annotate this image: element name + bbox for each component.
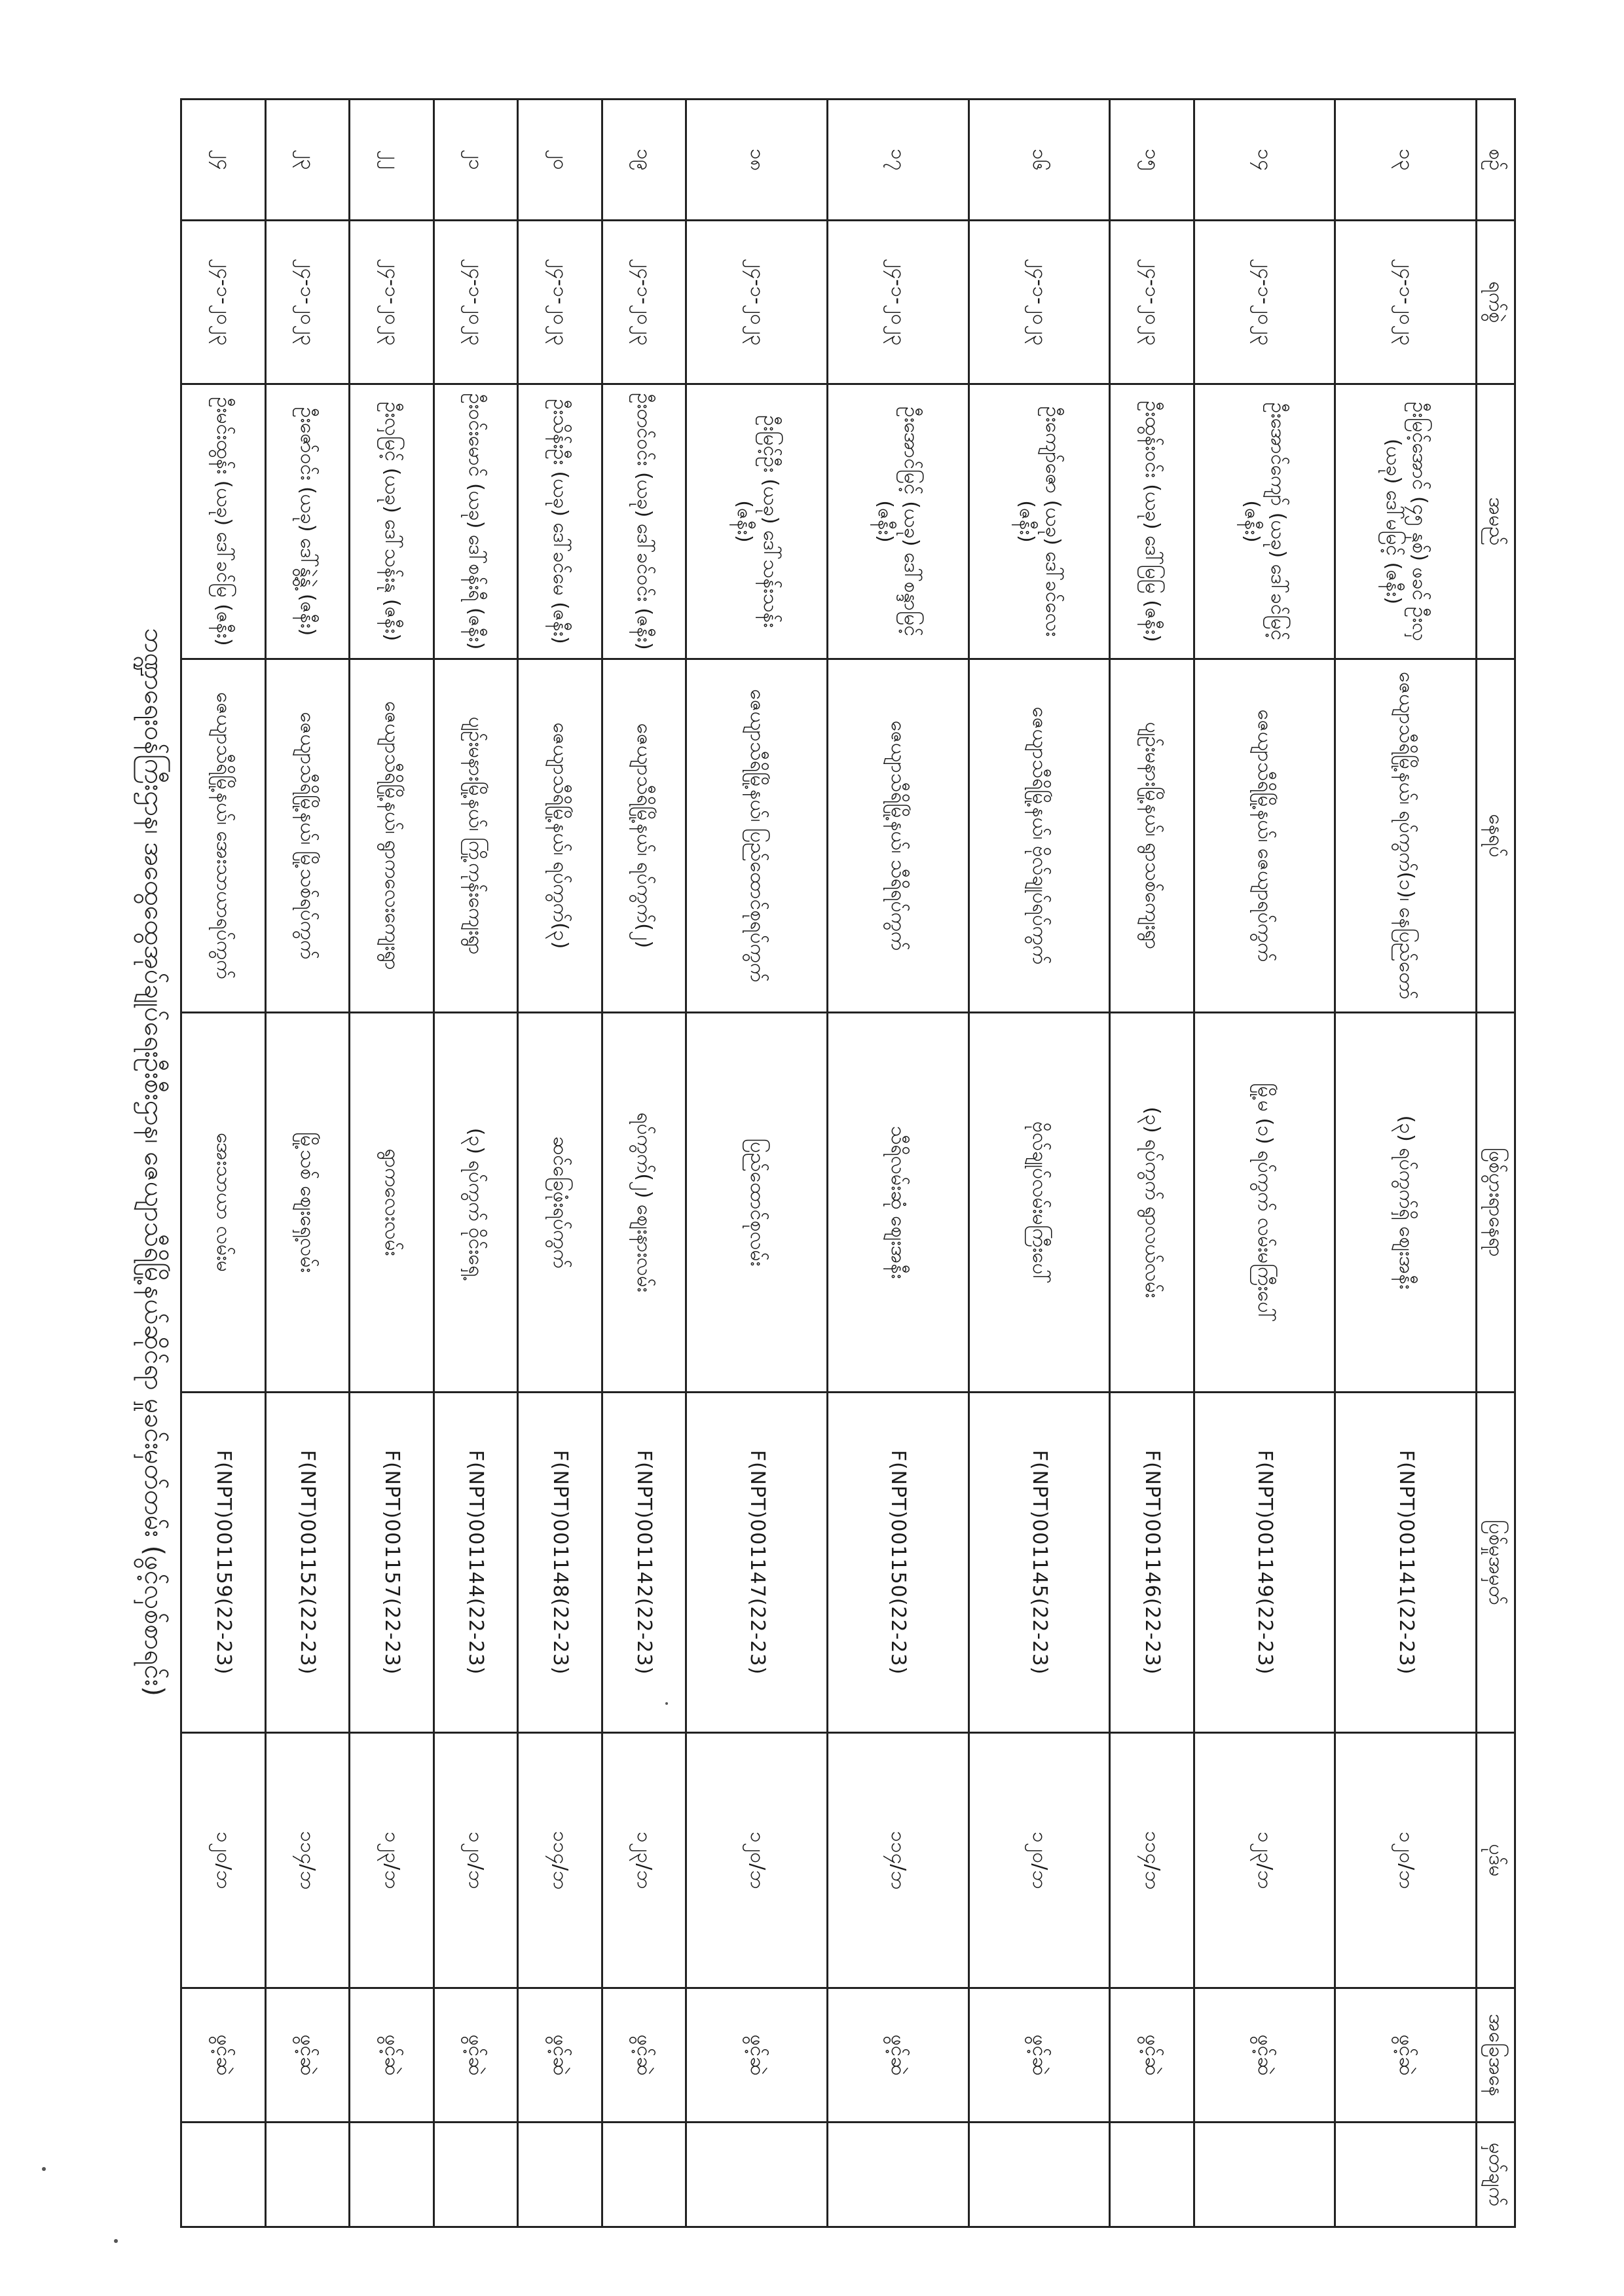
row-date: ၂၄-၁-၂၀၂၃: [1335, 221, 1477, 384]
row-case-no: F(NPT)001147(22-23): [686, 1393, 828, 1733]
row-crime: ၁၂၀/ဘ: [1335, 1733, 1477, 1988]
row-name: ဦးကျော်ဇော (ယခု) ဒေါ်ခင်လေး (ဇနီး): [969, 384, 1110, 659]
row-case-no: F(NPT)001149(22-23): [1194, 1393, 1335, 1733]
row-remark: [1194, 2123, 1335, 2227]
row-case-no: F(NPT)001145(22-23): [969, 1393, 1110, 1733]
row-name: ဦးထွန်းဝင်း (ယခု) ဒေါ်မြမြ (ဇနီး): [1110, 384, 1194, 659]
row-name: ဦးဝင်းမောင် (ယခု) ဒေါ်စန်းရီ (ဇနီး): [434, 384, 518, 659]
row-crime: ၁၂၀/ဘ: [969, 1733, 1110, 1988]
row-status: ဖွင့်ဆဲ: [969, 1988, 1110, 2123]
row-status: ဖွင့်ဆဲ: [827, 1988, 969, 2123]
header-remark: မှတ်ချက်: [1477, 2123, 1515, 2227]
case-register-table: [180, 98, 1516, 2228]
table-row: [1194, 100, 1335, 2227]
row-remark: [434, 2123, 518, 2227]
table-header-row: [1477, 100, 1515, 2227]
table-row: [602, 100, 686, 2227]
row-case-no: F(NPT)001152(22-23): [265, 1393, 350, 1733]
row-address: ဇေယျာသီရိမြို့နယ်၊ ရပ်ကွက်(၁)၊ နေပြည်တော်: [1335, 659, 1477, 1013]
row-name: ဦးမြင့်ဦး (ယခု) ဒေါ်သန်းသန်း (ဇနီး): [686, 384, 828, 659]
row-remark: [181, 2123, 266, 2227]
table-row: [265, 100, 350, 2227]
row-name: ဦးသိန်းဦး (ယခု) ဒေါ်ခင်မေ (ဇနီး): [518, 384, 602, 659]
row-no: ၁၆: [969, 100, 1110, 221]
row-status: ဖွင့်ဆဲ: [518, 1988, 602, 2123]
row-place: ဆင်ခြေဖုံးရပ်ကွက်: [518, 1013, 602, 1393]
row-status: ဖွင့်ဆဲ: [350, 1988, 434, 2123]
row-address: ဇေယျာသီရိမြို့နယ်၊ သီရိရပ်ကွက်: [827, 659, 969, 1013]
row-remark: [602, 2123, 686, 2227]
row-remark: [1110, 2123, 1194, 2227]
row-name: ဦးမင်းထွန်း (ယခု) ဒေါ်ခင်မြ (ဇနီး): [181, 384, 266, 659]
document-title: ဘဏ္ဍာရေးဝန်ကြီးဌာန၊ အထွေထွေအုပ်ချုပ်ရေးဦးစီးဌာန၊ ဇေယျာသီရိမြို့နယ်ဆိုင်ရာ မှုခင်းမှတ်တမ်း (ဖွင့်လှစ်စာရင်း): [139, 628, 169, 1696]
row-date: ၂၄-၁-၂၀၂၃: [434, 221, 518, 384]
row-remark: [686, 2123, 828, 2227]
row-remark: [1335, 2123, 1477, 2227]
scan-speck: [42, 2167, 46, 2171]
table-row: [827, 100, 969, 2227]
row-case-no: F(NPT)001159(22-23): [181, 1393, 266, 1733]
row-status: ဖွင့်ဆဲ: [602, 1988, 686, 2123]
row-place: (၃) ရပ်ကွက် ဝိုင်းရှေ့: [434, 1013, 518, 1393]
row-crime: ၁၂၀/ဘ: [434, 1733, 518, 1988]
row-no: ၂၀: [518, 100, 602, 221]
row-address: ဇေယျာသီရိမြို့နယ်၊ ပြည်ထောင်စုရပ်ကွက်: [686, 659, 828, 1013]
row-place: ဗိုလ်ချုပ်လမ်းမကြီးပေါ်: [969, 1013, 1110, 1393]
row-no: ၁၇: [827, 100, 969, 221]
row-crime: ၁၁၄/ဘ: [827, 1733, 969, 1988]
row-crime: ၁၁၄/ဘ: [1110, 1733, 1194, 1988]
row-name: ဦးဇော်ဝင်း (ယခု) ဒေါ်နွဲ့နွဲ့ (ဇနီး): [265, 384, 350, 659]
table-row: [1335, 100, 1477, 2227]
row-place: ပြည်ထောင်စုလမ်း: [686, 1013, 828, 1393]
row-crime: ၁၂၀/ဘ: [686, 1733, 828, 1988]
row-address: ဇေယျာသီရိမြို့နယ်၊ အေးသာယာရပ်ကွက်: [181, 659, 266, 1013]
row-name: ဦးမြင့်အောင် (၄၅ နှစ်) ဖခင် ဦးလှ (ယခု) ဒေါ်မမြင့် (ဇနီး): [1335, 384, 1477, 659]
row-no: ၁၈: [686, 100, 828, 221]
scan-speck: [665, 1702, 668, 1705]
row-place: (၃) ရပ်ကွက် ရွာလယ်လမ်း: [1110, 1013, 1194, 1393]
row-case-no: F(NPT)001141(22-23): [1335, 1393, 1477, 1733]
row-date: ၂၄-၁-၂၀၂၃: [969, 221, 1110, 384]
row-address: ဇေယျာသီရိမြို့နယ်၊ ဇေယျာရပ်ကွက်: [1194, 659, 1335, 1013]
row-name: ဦးအောင်မြင့် (ယခု) ဒေါ်စန္ဒာမြင့် (ဇနီး): [827, 384, 969, 659]
row-place: (၃) ရပ်ကွက်ရှိ စျေးအနီး: [1335, 1013, 1477, 1393]
row-name: ဦးတင်ဝင်း (ယခု) ဒေါ်ခင်ဝင်း (ဇနီး): [602, 384, 686, 659]
row-no: ၁၃: [1335, 100, 1477, 221]
row-case-no: F(NPT)001157(22-23): [350, 1393, 434, 1733]
row-no: ၂၄: [181, 100, 266, 221]
table-row: [969, 100, 1110, 2227]
row-no: ၁၄: [1194, 100, 1335, 221]
row-status: ဖွင့်ဆဲ: [1110, 1988, 1194, 2123]
row-name: ဦးအောင်ကျော် (ယခု) ဒေါ်ခင်မြင့် (ဇနီး): [1194, 384, 1335, 659]
row-date: ၂၄-၁-၂၀၂၃: [686, 221, 828, 384]
row-status: ဖွင့်ဆဲ: [686, 1988, 828, 2123]
row-place: မြို့သစ် စျေးရှေ့လမ်း: [265, 1013, 350, 1393]
row-date: ၂၄-၁-၂၀၂၃: [1110, 221, 1194, 384]
row-date: ၂၄-၁-၂၀၂၃: [518, 221, 602, 384]
row-address: ပျဉ်းမနားမြို့နယ်၊ ကြို့ကုန်းကျေးရွာ: [434, 659, 518, 1013]
row-case-no: F(NPT)001146(22-23): [1110, 1393, 1194, 1733]
row-address: ဇေယျာသီရိမြို့နယ်၊ ရပ်ကွက်(၂): [602, 659, 686, 1013]
row-remark: [518, 2123, 602, 2227]
row-address: ဇေယျာသီရိမြို့နယ်၊ ရပ်ကွက်(၃): [518, 659, 602, 1013]
table-row: [686, 100, 828, 2227]
header-name: အမည်: [1477, 384, 1515, 659]
row-case-no: F(NPT)001148(22-23): [518, 1393, 602, 1733]
row-no: ၂၁: [434, 100, 518, 221]
row-remark: [827, 2123, 969, 2227]
scan-speck: [114, 2239, 118, 2243]
table-row: [350, 100, 434, 2227]
header-date: ရက်စွဲ: [1477, 221, 1515, 384]
row-place: ရွာကလေးလမ်း: [350, 1013, 434, 1393]
row-status: ဖွင့်ဆဲ: [434, 1988, 518, 2123]
row-status: ဖွင့်ဆဲ: [181, 1988, 266, 2123]
header-address: နေရပ်: [1477, 659, 1515, 1013]
row-no: ၂၃: [265, 100, 350, 221]
row-date: ၂၄-၁-၂၀၂၃: [350, 221, 434, 384]
row-status: ဖွင့်ဆဲ: [265, 1988, 350, 2123]
row-no: ၂၂: [350, 100, 434, 221]
row-remark: [350, 2123, 434, 2227]
header-crime: ပုဒ်မ: [1477, 1733, 1515, 1988]
row-case-no: F(NPT)001144(22-23): [434, 1393, 518, 1733]
row-crime: ၁၁၄/ဘ: [265, 1733, 350, 1988]
row-date: ၂၄-၁-၂၀၂၃: [181, 221, 266, 384]
header-place: ဖြစ်ပွားရာနေရာ: [1477, 1013, 1515, 1393]
row-date: ၂၄-၁-၂၀၂၃: [1194, 221, 1335, 384]
table-row: [181, 100, 266, 2227]
header-case-no: ပြစ်မှုအမှတ်: [1477, 1393, 1515, 1733]
row-no: ၁၉: [602, 100, 686, 221]
row-status: ဖွင့်ဆဲ: [1335, 1988, 1477, 2123]
row-crime: ၁၂၃/ဘ: [602, 1733, 686, 1988]
row-crime: ၁၁၄/ဘ: [518, 1733, 602, 1988]
row-date: ၂၄-၁-၂၀၂၃: [602, 221, 686, 384]
table-row: [434, 100, 518, 2227]
row-place: အေးသာယာ လမ်းမ: [181, 1013, 266, 1393]
row-place: ရပ်ကွက်(၂) စျေးနားလမ်း: [602, 1013, 686, 1393]
header-no: စဉ်: [1477, 100, 1515, 221]
table-row: [1110, 100, 1194, 2227]
row-place: သီရိလမ်းဆုံ စျေးအနီး: [827, 1013, 969, 1393]
row-no: ၁၅: [1110, 100, 1194, 221]
row-date: ၂၄-၁-၂၀၂၃: [827, 221, 969, 384]
row-place: မြို့မ (၁) ရပ်ကွက် လမ်းမကြီးပေါ်: [1194, 1013, 1335, 1393]
row-date: ၂၄-၁-၂၀၂၃: [265, 221, 350, 384]
row-remark: [969, 2123, 1110, 2227]
row-crime: ၁၂၃/ဘ: [1194, 1733, 1335, 1988]
row-name: ဦးလှမြင့် (ယခု) ဒေါ်သန်းနု (ဇနီး): [350, 384, 434, 659]
row-remark: [265, 2123, 350, 2227]
row-address: ဇေယျာသီရိမြို့နယ်၊ ဗိုလ်ချုပ်ရပ်ကွက်: [969, 659, 1110, 1013]
row-address: ပျဉ်းမနားမြို့နယ်၊ ရွာသစ်ကျေးရွာ: [1110, 659, 1194, 1013]
table-row: [518, 100, 602, 2227]
row-status: ဖွင့်ဆဲ: [1194, 1988, 1335, 2123]
row-address: ဇေယျာသီရိမြို့နယ်၊ ရွာကလေးကျေးရွာ: [350, 659, 434, 1013]
header-status: အခြေအနေ: [1477, 1988, 1515, 2123]
row-crime: ၁၂၃/ဘ: [350, 1733, 434, 1988]
row-case-no: F(NPT)001142(22-23): [602, 1393, 686, 1733]
row-case-no: F(NPT)001150(22-23): [827, 1393, 969, 1733]
row-address: ဇေယျာသီရိမြို့နယ်၊ မြို့သစ်ရပ်ကွက်: [265, 659, 350, 1013]
row-crime: ၁၂၀/ဘ: [181, 1733, 266, 1988]
